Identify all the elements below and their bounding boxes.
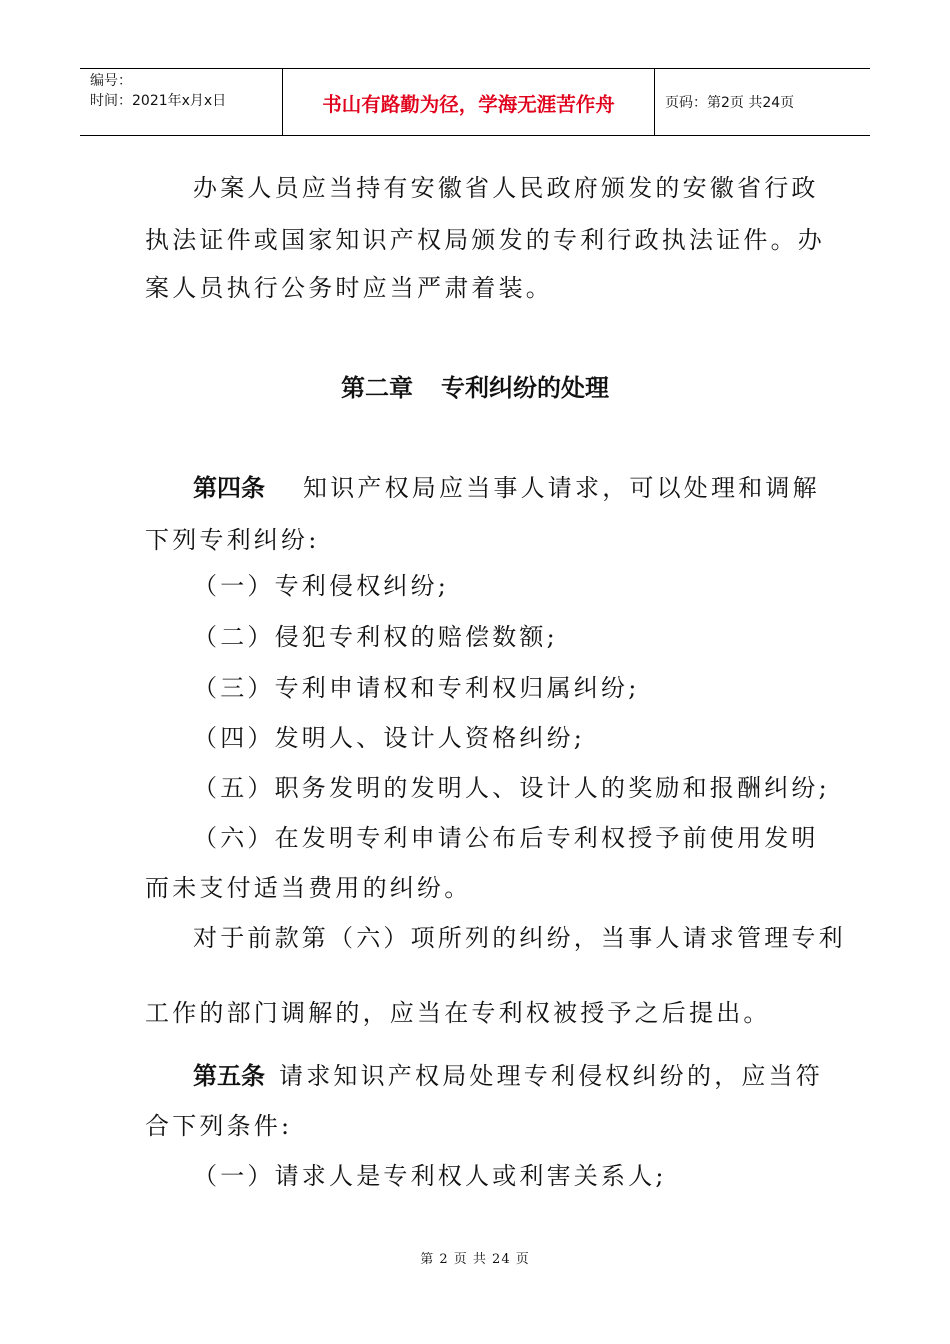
list-item: （五）职务发明的发明人、设计人的奖励和报酬纠纷; [193,774,830,802]
document-date-label: 时间：2021年x月x日 [90,93,227,109]
header-motto-cell [283,69,655,135]
chapter-heading [0,368,950,403]
document-header [80,68,870,136]
header-motto: 书山有路勤为径，学海无涯苦作舟 [322,93,615,116]
list-item: （六）在发明专利申请公布后专利权授予前使用发明 [193,824,819,852]
header-page-cell [655,69,870,135]
paragraph-line: 下列专利纠纷: [145,526,320,554]
list-item: （三）专利申请权和专利权归属纠纷; [193,674,640,702]
chapter-number: 第二章 [341,374,413,402]
paragraph-line: 工作的部门调解的，应当在专利权被授予之后提出。 [145,999,771,1027]
chapter-title: 专利纠纷的处理 [441,374,609,402]
paragraph-line: 办案人员应当持有安徽省人民政府颁发的安徽省行政 [193,174,819,202]
paragraph-line: 合下列条件: [145,1112,293,1140]
list-item: （一）专利侵权纠纷; [193,572,450,600]
page-footer: 第 2 页 共 24 页 [420,1252,530,1267]
article-4-line: 第四条 知识产权局应当事人请求，可以处理和调解 [145,468,810,503]
paragraph-line: 执法证件或国家知识产权局颁发的专利行政执法证件。办 [145,226,825,254]
list-item: （四）发明人、设计人资格纠纷; [193,724,586,752]
header-page-number: 页码：第2页 共24页 [665,95,795,111]
article-5-line: 第五条 请求知识产权局处理专利侵权纠纷的，应当符 [145,1056,810,1091]
article-4-label: 第四条 [193,474,265,502]
list-item: （二）侵犯专利权的赔偿数额; [193,623,558,651]
article-5-label: 第五条 [193,1062,265,1090]
document-number-label: 编号： [90,73,132,89]
header-meta-cell [80,69,283,135]
paragraph-line: 案人员执行公务时应当严肃着装。 [145,274,553,302]
paragraph-line: 对于前款第（六）项所列的纠纷，当事人请求管理专利 [193,924,846,952]
paragraph-line: 而未支付适当费用的纠纷。 [145,874,472,902]
list-item: （一）请求人是专利权人或利害关系人; [193,1162,667,1190]
